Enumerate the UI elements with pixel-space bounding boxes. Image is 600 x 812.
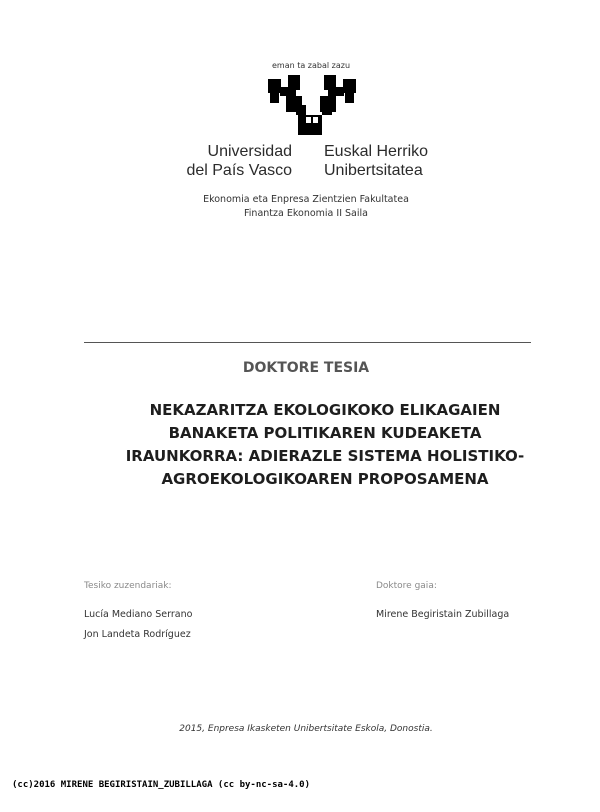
faculty-block xyxy=(0,193,600,221)
license-notice: (cc)2016 MIRENE BEGIRISTAIN_ZUBILLAGA (cc by-nc-sa-4.0) xyxy=(12,780,311,790)
university-name-eu-line1: Euskal Herriko xyxy=(324,143,429,160)
thesis-title-line: NEKAZARITZA EKOLOGIKOKO ELIKAGAIEN xyxy=(149,401,501,419)
director-name: Jon Landeta Rodríguez xyxy=(84,629,191,640)
place-date: 2015, Enpresa Ikasketen Unibertsitate Eskola, Donostia. xyxy=(179,724,433,734)
thesis-title-line: AGROEKOLOGIKOAREN PROPOSAMENA xyxy=(161,470,489,488)
thesis-title-line: BANAKETA POLITIKAREN KUDEAKETA xyxy=(168,424,482,442)
university-name-eu-line2: Unibertsitatea xyxy=(324,162,423,179)
thesis-title xyxy=(40,399,600,491)
thesis-title-line: IRAUNKORRA: ADIERAZLE SISTEMA HOLISTIKO- xyxy=(125,447,525,465)
director-name: Lucía Mediano Serrano xyxy=(84,609,193,620)
directors-label: Tesiko zuzendariak: xyxy=(84,581,172,591)
faculty-name: Ekonomia eta Enpresa Zientzien Fakultatea xyxy=(203,194,409,205)
university-logo xyxy=(268,75,356,137)
university-motto: eman ta zabal zazu xyxy=(271,61,351,70)
university-name-es-line1: Universidad xyxy=(207,143,292,160)
department-name: Finantza Ekonomia II Saila xyxy=(244,208,368,219)
university-name-eu xyxy=(324,142,428,180)
document-type: DOKTORE TESIA xyxy=(242,360,370,376)
university-name-es xyxy=(150,142,292,180)
candidate-label: Doktore gaia: xyxy=(376,581,437,591)
horizontal-divider xyxy=(84,342,531,343)
candidate-name: Mirene Begiristain Zubillaga xyxy=(376,609,510,620)
university-name-es-line2: del País Vasco xyxy=(186,162,292,179)
